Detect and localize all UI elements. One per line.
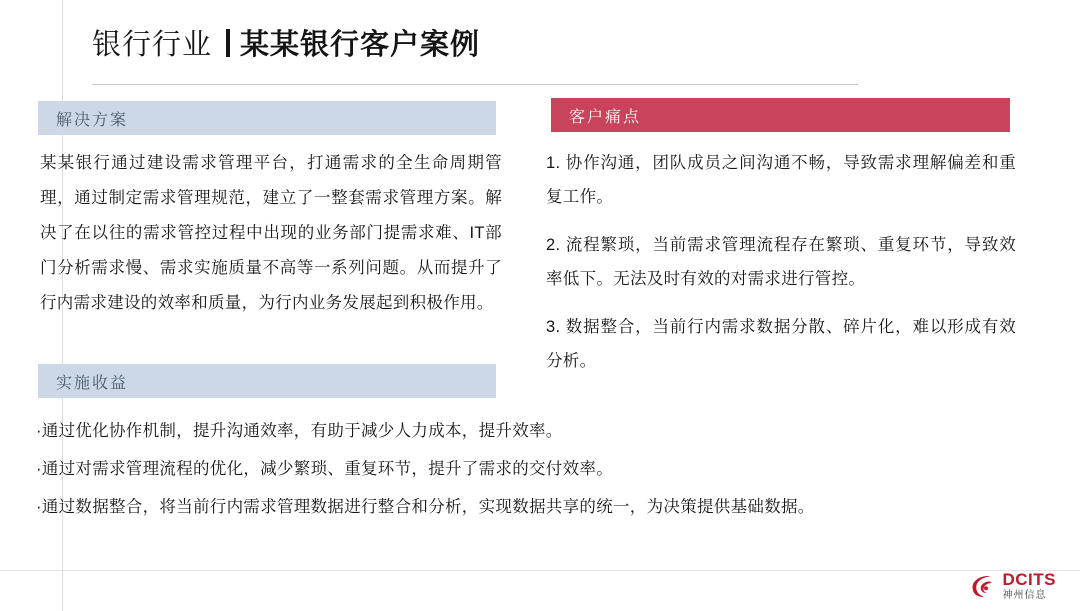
title-separator-bar [226,29,230,57]
list-item: 1. 协作沟通，团队成员之间沟通不畅，导致需求理解偏差和重复工作。 [546,154,1016,206]
solution-body-text: 某某银行通过建设需求管理平台，打通需求的全生命周期管理，通过制定需求管理规范，建立了一整套需求管理方案。解决了在以往的需求管控过程中出现的业务部门提需求难、IT部门分析需求慢、需求实施质量不高等一系列问题。从而提升了行内需求建设的效率和质量，为行内业务发展起到积极作用。 [40,154,502,312]
list-item: ·通过对需求管理流程的优化，减少繁琐、重复环节，提升了需求的交付效率。 [36,460,613,478]
list-item: ·通过数据整合，将当前行内需求管理数据进行整合和分析，实现数据共享的统一，为决策提供基础数据。 [36,498,815,516]
dcits-swirl-icon [968,571,998,601]
title-underline [92,84,858,85]
list-item: 2. 流程繁琐，当前需求管理流程存在繁琐、重复环节，导致效率低下。无法及时有效的对需求进行管控。 [546,236,1016,288]
benefits-list [36,412,1036,526]
logo-text [1003,571,1057,601]
page-title [92,22,480,63]
page-title-main: 银行行业 [92,29,213,61]
section-header-benefits: 实施收益 [38,364,496,398]
list-item: 3. 数据整合，当前行内需求数据分散、碎片化，难以形成有效分析。 [546,318,1016,370]
section-header-pain-points: 客户痛点 [551,98,1010,132]
logo-name-cn: 神州信息 [1002,590,1047,601]
company-logo [968,569,1057,603]
bottom-divider [0,570,1080,571]
section-header-solution: 解决方案 [38,101,496,135]
list-item: ·通过优化协作机制，提升沟通效率，有助于减少人力成本，提升效率。 [36,422,563,440]
logo-name-en: DCITS [1002,570,1056,589]
page-title-sub: 某某银行客户案例 [240,29,481,61]
pain-points-list [546,146,1016,392]
